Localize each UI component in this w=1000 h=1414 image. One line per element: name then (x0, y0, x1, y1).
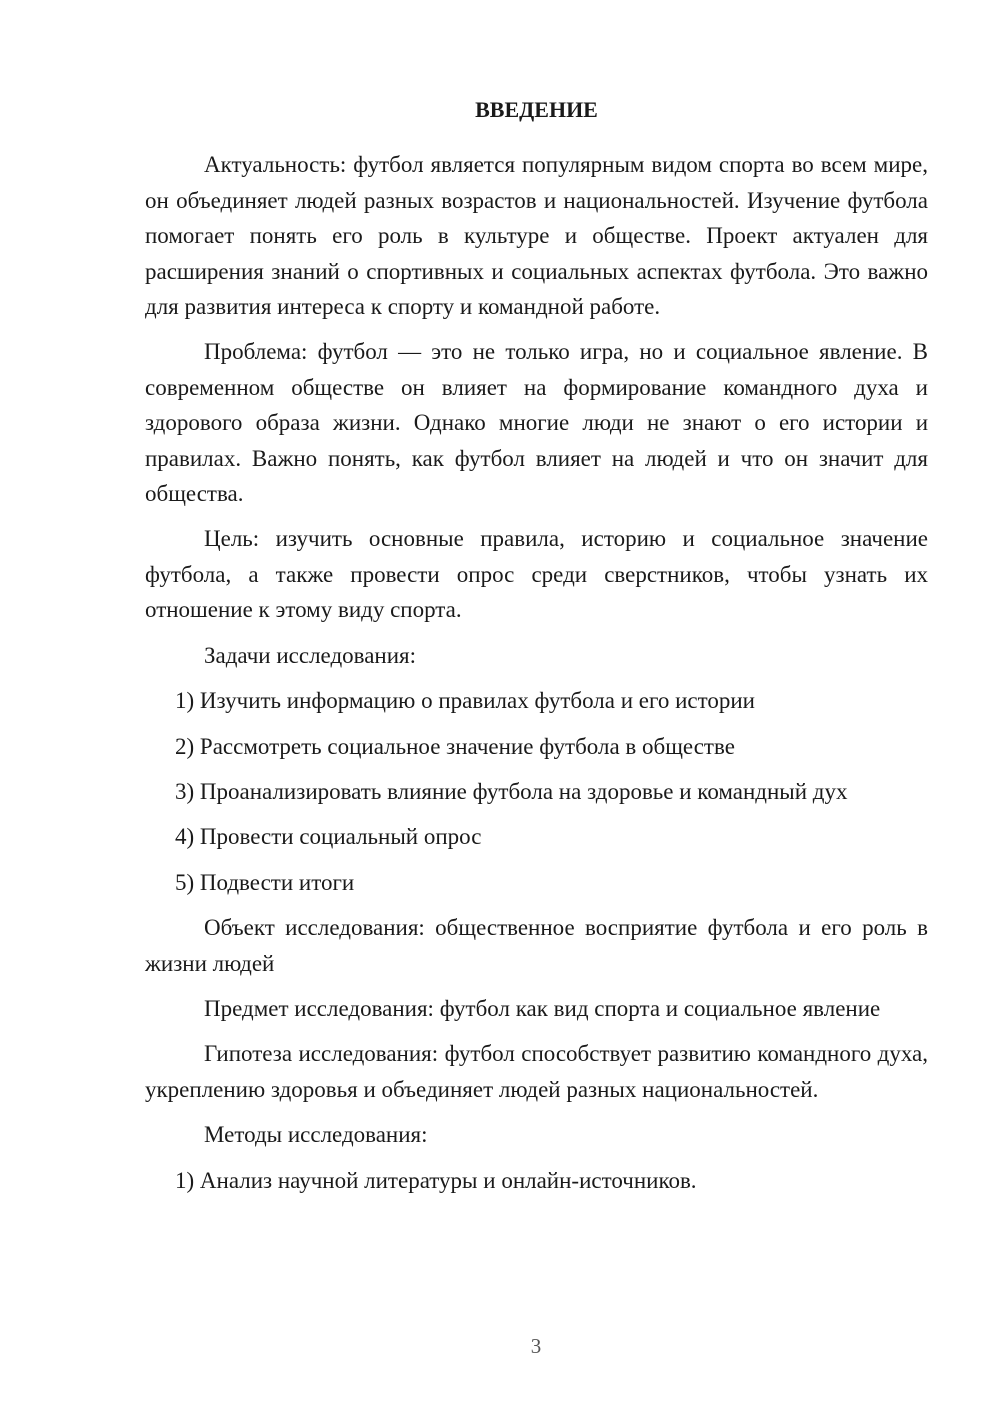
page-number: 3 (530, 1334, 542, 1358)
task-item-4: 4) Провести социальный опрос (175, 824, 482, 850)
problem-paragraph: Проблема: футбол — это не только игра, но и социальное явление. В современном обществе он влияет на формирование командного духа и здорового образа жизни. Однако многие люди не знают о его истории и правилах. Важно понять, как футбол влияет на людей и что он значит для общества. (145, 339, 928, 507)
document-body (145, 92, 928, 1208)
hypothesis-paragraph: Гипотеза исследования: футбол способствует развитию командного духа, укреплению здоровья и объединяет людей разных национальностей. (145, 1041, 928, 1102)
tasks-heading: Задачи исследования: (204, 642, 417, 668)
relevance-paragraph: Актуальность: футбол является популярным видом спорта во всем мире, он объединяет людей разных возрастов и национальностей. Изучение футбола помогает понять его роль в культуре и обществе. Проект актуален для расширения знаний о спортивных и социальных аспектах футбола. Это важно для развития интереса к спорту и командной работе. (145, 152, 928, 320)
subject-paragraph: Предмет исследования: футбол как вид спорта и социальное явление (204, 995, 881, 1021)
task-item-3: 3) Проанализировать влияние футбола на здоровье и командный дух (175, 778, 848, 804)
task-item-1: 1) Изучить информацию о правилах футбола и его истории (175, 688, 755, 714)
section-title: ВВЕДЕНИЕ (475, 97, 598, 122)
method-item-1: 1) Анализ научной литературы и онлайн-источников. (175, 1167, 697, 1193)
task-item-2: 2) Рассмотреть социальное значение футбола в обществе (175, 733, 735, 759)
methods-heading: Методы исследования: (204, 1122, 428, 1148)
task-item-5: 5) Подвести итоги (175, 869, 355, 895)
object-paragraph: Объект исследования: общественное восприятие футбола и его роль в жизни людей (145, 915, 928, 976)
goal-paragraph: Цель: изучить основные правила, историю и социальное значение футбола, а также провести опрос среди сверстников, чтобы узнать их отношение к этому виду спорта. (145, 526, 928, 623)
